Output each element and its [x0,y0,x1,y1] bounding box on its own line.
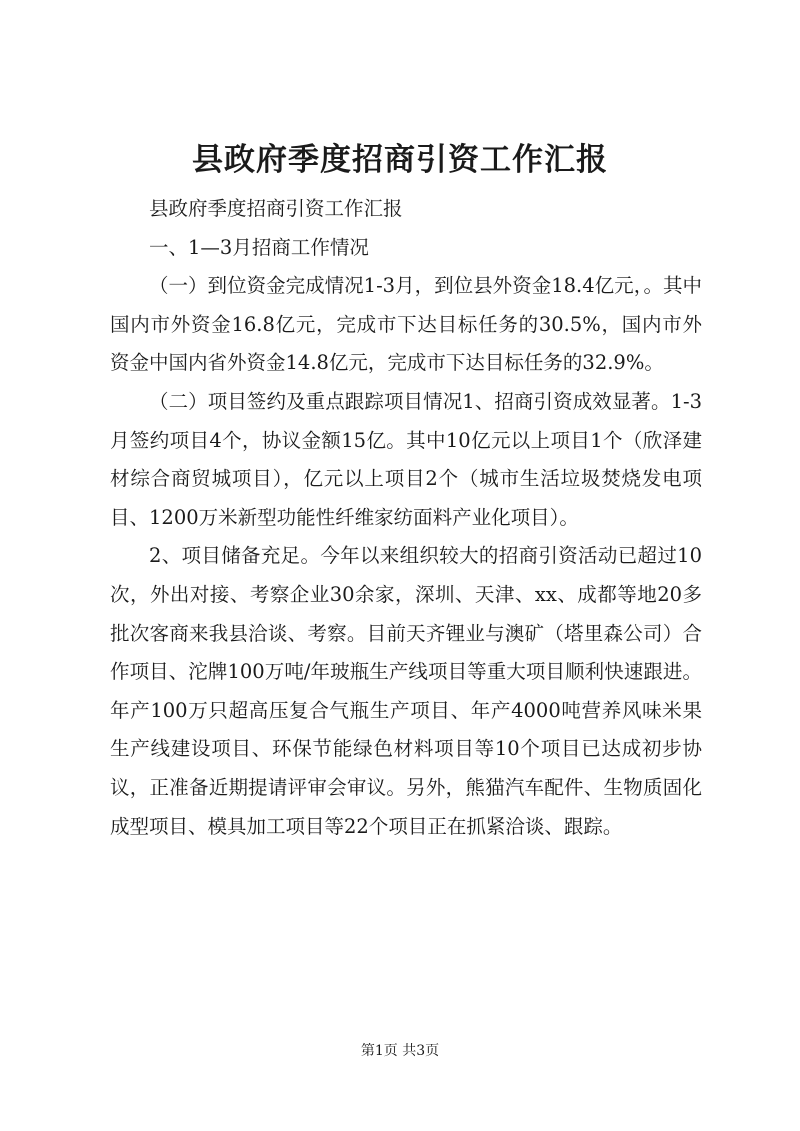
paragraph-section-heading: 一、1—3月招商工作情况 [149,235,369,259]
paragraph-project-reserve: 2、项目储备充足。今年以来组织较大的招商引资活动已超过10次，外出对接、考察企业30余家，深圳、天津、xx、成都等地20多批次客商来我县洽谈、考察。目前天齐锂业与澳矿（塔里森公司）合作项目、沱牌100万吨/年玻瓶生产线项目等重大项目顺利快速跟进。年产100万只超高压复合气瓶生产项目、年产4000吨营养风味米果生产线建设项目、环保节能绿色材料项目等10个项目已达成初步协议，正准备近期提请评审会审议。另外，熊猫汽车配件、生物质固化成型项目、模具加工项目等22个项目正在抓紧洽谈、跟踪。 [110,544,702,838]
paragraph-projects-signed: （二）项目签约及重点跟踪项目情况1、招商引资成效显著。1-3月签约项目4个，协议金额15亿。其中10亿元以上项目1个（欣泽建材综合商贸城项目），亿元以上项目2个（城市生活垃圾焚烧发电项目、1200万米新型功能性纤维家纺面料产业化项目）。 [110,389,702,529]
paragraph-subtitle: 县政府季度招商引资工作汇报 [149,197,403,220]
page-footer: 第1页 共3页 [360,1043,440,1059]
document-body [110,190,702,846]
paragraph-funds: （一）到位资金完成情况1-3月，到位县外资金18.4亿元，。其中国内市外资金16.8亿元，完成市下达目标任务的30.5%，国内市外资金中国内省外资金14.8亿元，完成市下达目标任务的32.9%。 [110,274,702,375]
document-title: 县政府季度招商引资工作汇报 [192,142,608,178]
